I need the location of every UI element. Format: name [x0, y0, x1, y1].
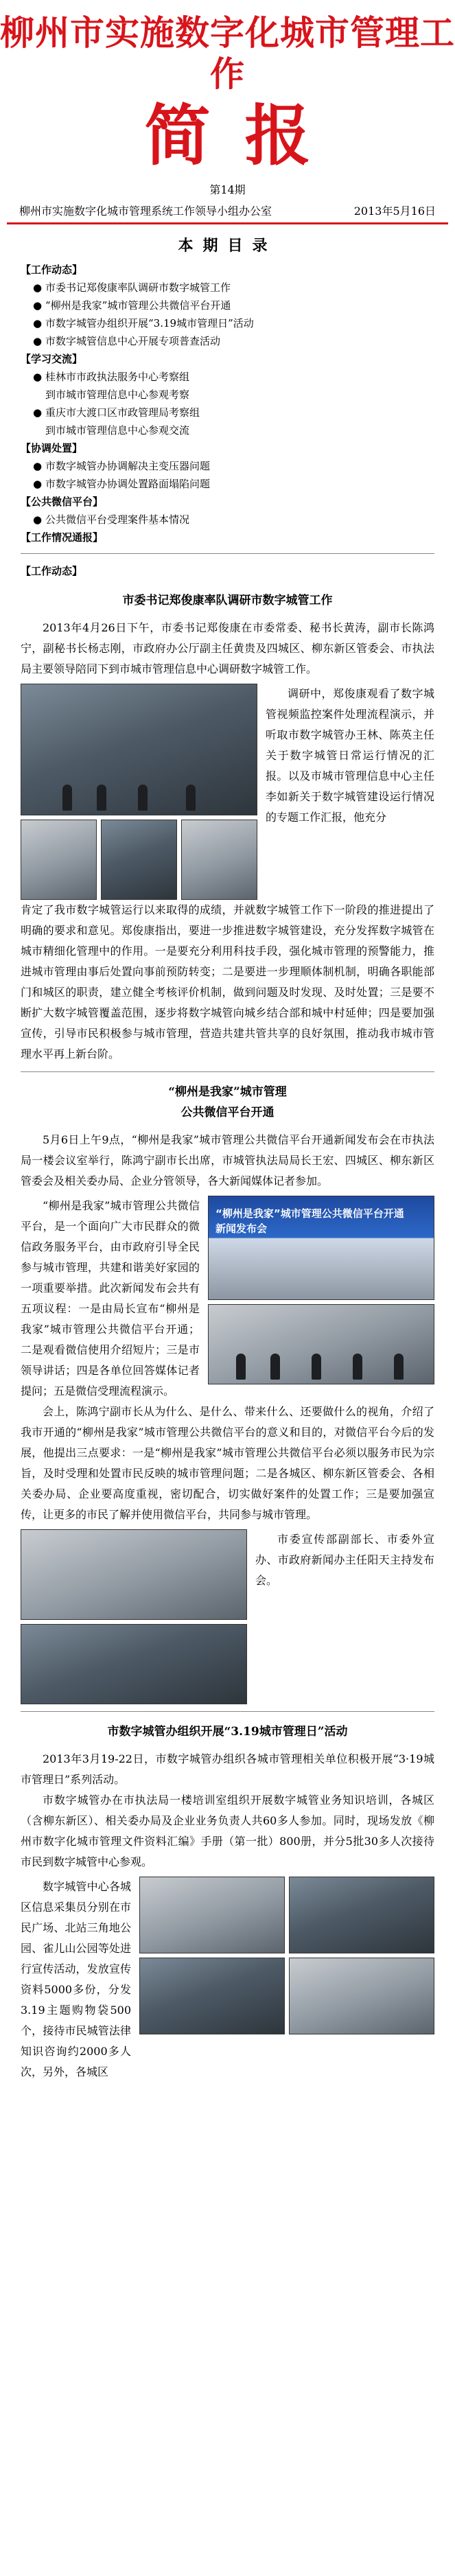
issue-line: [0, 197, 455, 222]
article-lead: 2013年4月26日下午，市委书记郑俊康在市委常委、秘书长黄涛，副市长陈鸿宁，副秘书长杨志刚，市政府办公厅副主任黄贵及四城区、柳东新区管委会、市执法局主要领导陪同下到市城市管理信息中心调研数字城管工作。: [21, 621, 434, 675]
photo-collage: [21, 684, 257, 900]
photo: [208, 1196, 434, 1300]
toc-section-report: 【工作情况通报】: [21, 531, 104, 544]
photo-collage: [208, 1196, 434, 1402]
article-wechat: [0, 1082, 455, 1704]
toc-section-study: 【学习交流】: [21, 353, 83, 365]
article-lead: 2013年3月19-22日，市数字城管办组织各城市管理相关单位积极开展“3·19城市管理日”系列活动。: [21, 1752, 434, 1786]
toc-title: 本期目录: [178, 237, 277, 255]
article-title: 市委书记郑俊康率队调研市数字城管工作: [122, 594, 333, 607]
toc-item-continued: 到市城市管理信息中心参观交流: [45, 424, 190, 437]
bullet-icon: ●: [33, 460, 43, 472]
photo-collage: [21, 1529, 247, 1704]
photo: [21, 684, 257, 815]
photo: [101, 820, 177, 900]
masthead: [0, 0, 455, 177]
article-wrap-text: 数字城管中心各城区信息采集员分别在市民广场、北站三角地公园、雀儿山公园等处进行宣传活动，发放宣传资料5000多份，分发3.19主题购物袋500个，接待市民城管法律知识咨询约2000多人次，另外，各城区: [21, 1880, 131, 2078]
photo: [139, 1958, 285, 2034]
toc-section-coordination: 【协调处置】: [21, 442, 83, 454]
article-wrap-text: 调研中，郑俊康观看了数字城管视频监控案件处理流程演示，并听取市数字城管办王林、陈英主任关于数字城管日常运行情况的汇报。以及市城市管理信息中心主任李如新关于数字城管建设运行情况的专题工作汇报，他充分: [266, 687, 434, 824]
photo: [181, 820, 257, 900]
photo: [289, 1877, 434, 1953]
photo: [21, 1529, 247, 1620]
toc-item[interactable]: ● 公共微信平台受理案件基本情况: [21, 511, 434, 529]
article-title: 市数字城管办组织开展“3.19城市管理日”活动: [107, 1725, 348, 1739]
masthead-title: 简报: [144, 97, 345, 174]
toc-item[interactable]: ● 桂林市市政执法服务中心考察组: [21, 368, 434, 386]
photo: [21, 820, 97, 900]
toc-section-wechat: 【公共微信平台】: [21, 496, 104, 508]
article-title: “柳州是我家”城市管理 公共微信平台开通: [168, 1085, 287, 1119]
masthead-org: 柳州市实施数字化城市管理工作: [0, 13, 455, 94]
issue-number: 第14期: [209, 183, 246, 196]
toc-item[interactable]: ● 市数字城管办组织开展“3.19城市管理日”活动: [21, 314, 434, 332]
toc-item[interactable]: ● 市委书记郑俊康率队调研市数字城管工作: [21, 279, 434, 297]
bullet-icon: ●: [33, 317, 43, 329]
divider: [21, 1711, 434, 1712]
photo-collage: [139, 1877, 434, 2082]
toc-item[interactable]: ● “柳州是我家”城市管理公共微信平台开通: [21, 297, 434, 314]
bullet-icon: ●: [33, 335, 43, 347]
article-paragraph: 会上，陈鸿宁副市长从为什么、是什么、带来什么、还要做什么的视角，介绍了我市开通的“柳州是我家”城市管理公共微信平台的意义和目的，对微信平台今后的发展，他提出三点要求：一是“柳州是我家”城市管理公共微信平台必须以服务市民为宗旨，及时受理和处置市民反映的城市管理问题；二是各城区、柳东新区管委会、各相关委办局、企业要高度重视，密切配合，切实做好案件的处置工作；三是要加强宣传，让更多的市民了解并使用微信平台，共同参与城市管理。: [21, 1405, 434, 1521]
table-of-contents: [0, 261, 455, 546]
toc-item[interactable]: ● 重庆市大渡口区市政管理局考察组: [21, 404, 434, 421]
article-wrap-text: 市委宣传部副部长、市委外宣办、市政府新闻办主任阳天主持发布会。: [255, 1533, 434, 1587]
photo: [139, 1877, 285, 1953]
divider: [21, 553, 434, 554]
article-body: [0, 618, 455, 1065]
article-inspection: [0, 590, 455, 1065]
toc-item[interactable]: ● 市数字城管信息中心开展专项普查活动: [21, 332, 434, 350]
article-body: [0, 1749, 455, 2082]
photo: [208, 1304, 434, 1384]
photo: [289, 1958, 434, 2034]
divider: [21, 1071, 434, 1072]
article-lead: 5月6日上午9点，“柳州是我家”城市管理公共微信平台开通新闻发布会在市执法局一楼会议室举行，陈鸿宁副市长出席，市城管执法局局长王宏、四城区、柳东新区管委会及相关委办局、企业分管领导，各大新闻媒体记者参加。: [21, 1133, 434, 1187]
bullet-icon: ●: [33, 281, 43, 294]
photo: [21, 1624, 247, 1704]
article-body: [0, 1130, 455, 1704]
article-wrap-text: “柳州是我家”城市管理公共微信平台，是一个面向广大市民群众的微信政务服务平台，由市政府引导全民参与城市管理，共建和谐美好家园的一项重要举措。此次新闻发布会共有五项议程：一是由局长宣布“柳州是我家”城市管理公共微信平台开通；二是观看微信使用介绍短片；三是市领导讲话；四是各单位回答媒体记者提问；五是微信受理流程演示。: [21, 1199, 200, 1397]
bullet-icon: ●: [33, 299, 43, 312]
issue-publisher: 柳州市实施数字化城市管理系统工作领导小组办公室: [19, 205, 272, 218]
article-paragraph: 肯定了我市数字城管运行以来取得的成绩，并就数字城管工作下一阶段的推进提出了明确的要求和意见。郑俊康指出，要进一步推进数字城管建设，充分发挥数字城管在城市精细化管理中的作用。一是要充分利用科技手段，强化城市管理的预警能力，推进城市管理由事后处置向事前预防转变；二是要进一步理顺体制机制，明确各职能部门和城区的职责，建立健全考核评价机制，做到问题及时发现、及时处置；三是要不断扩大数字城管覆盖范围，逐步将数字城管向城乡结合部和城中村延伸；四是要加强宣传，引导市民积极参与城市管理，营造共建共管共享的良好氛围，推动我市城市管理水平再上新台阶。: [21, 903, 434, 1060]
article-paragraph: 市数字城管办在市执法局一楼培训室组织开展数字城管业务知识培训，各城区（含柳东新区）、相关委办局及企业业务负责人共60多人参加。同时，现场发放《柳州市数字化城市管理文件资料汇编》手册（第一批）800册，并分5批30多人次接待市民到数字城管中心参观。: [21, 1794, 434, 1868]
bullet-icon: ●: [33, 478, 43, 490]
toc-item[interactable]: ● 市数字城管办协调处置路面塌陷问题: [21, 475, 434, 493]
issue-date: 2013年5月16日: [353, 205, 436, 218]
bullet-icon: ●: [33, 406, 43, 419]
toc-item[interactable]: ● 市数字城管办协调解决主变压器问题: [21, 457, 434, 475]
banner-text: “柳州是我家”城市管理公共微信平台开通 新闻发布会: [215, 1207, 404, 1235]
red-divider: [7, 222, 448, 224]
toc-item-continued: 到市城市管理信息中心参观考察: [45, 388, 190, 401]
bullet-icon: ●: [33, 371, 43, 383]
bullet-icon: ●: [33, 513, 43, 526]
section-work-header: 【工作动态】: [21, 565, 83, 577]
toc-section-work: 【工作动态】: [21, 264, 83, 276]
article-city-day: [0, 1721, 455, 2082]
